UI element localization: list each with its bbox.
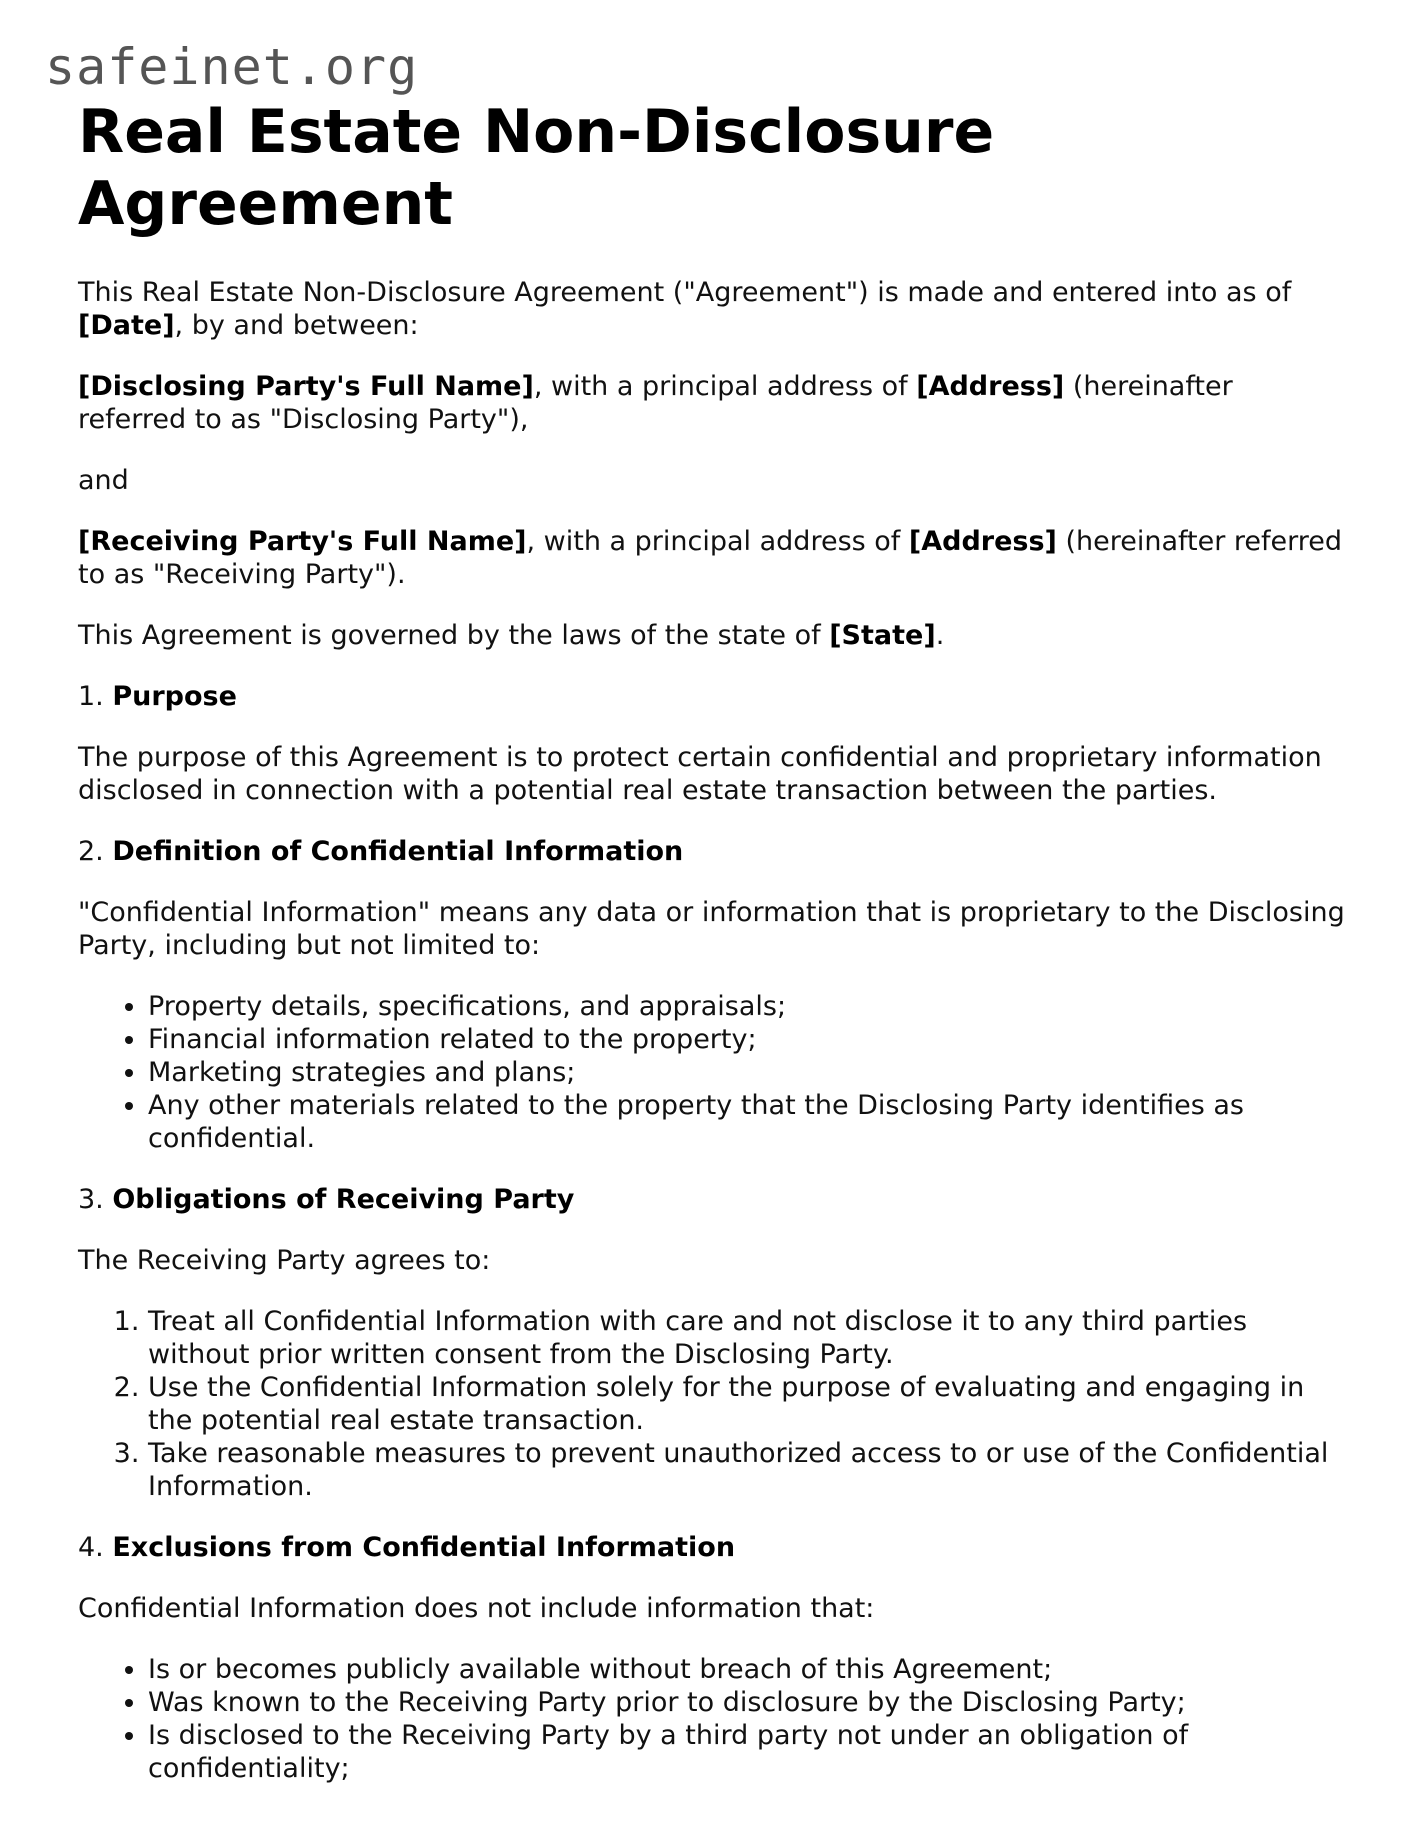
section-number: 4. xyxy=(78,1532,113,1563)
watermark-text: safeinet.org xyxy=(45,38,419,96)
bullet-list xyxy=(78,990,1348,1155)
section-body: "Confidential Information" means any data or information that is proprietary to the Disclosing Party, including but not limited to: xyxy=(78,897,1345,961)
list-item: • Any other materials related to the property that the Disclosing Party identifies as confidential. xyxy=(148,1089,1348,1155)
section-title: Obligations of Receiving Party xyxy=(112,1184,575,1215)
section-heading xyxy=(78,1531,1348,1564)
receiving-party-name: [Receiving Party's Full Name] xyxy=(78,526,527,557)
section-heading xyxy=(78,680,1348,713)
disclosing-party-name: [Disclosing Party's Full Name] xyxy=(78,371,534,402)
bullet-list xyxy=(78,1653,1348,1785)
list-item: 2. Use the Confidential Information solely for the purpose of evaluating and engaging in the potential real estate transaction. xyxy=(148,1371,1348,1437)
section-number: 1. xyxy=(78,681,113,712)
state-placeholder: [State] xyxy=(829,620,936,651)
section-number: 2. xyxy=(78,836,113,867)
receiving-party-text: , with a principal address of xyxy=(526,526,909,557)
disclosing-party-text-end: (hereinafter referred to as "Disclosing Party"), xyxy=(78,371,1233,435)
governing-law-paragraph xyxy=(78,619,1348,652)
intro-paragraph xyxy=(78,276,1348,342)
date-placeholder: [Date] xyxy=(78,310,175,341)
intro-text: This Real Estate Non-Disclosure Agreement ("Agreement") is made and entered into as of xyxy=(78,277,1292,308)
intro-text-end: , by and between: xyxy=(174,310,419,341)
list-item: • Property details, specifications, and appraisals; xyxy=(148,990,1348,1023)
section-title: Exclusions from Confidential Information xyxy=(112,1532,736,1563)
receiving-party-text-end: (hereinafter referred to as "Receiving Party"). xyxy=(78,526,1343,590)
section-body: Confidential Information does not include information that: xyxy=(78,1593,875,1624)
and-paragraph: and xyxy=(78,465,129,496)
list-item: • Marketing strategies and plans; xyxy=(148,1056,1348,1089)
disclosing-party-address: [Address] xyxy=(916,371,1065,402)
list-item: • Is disclosed to the Receiving Party by a third party not under an obligation of confidentiality; xyxy=(148,1719,1348,1785)
section-body: The purpose of this Agreement is to protect certain confidential and proprietary information disclosed in connection with a potential real estate transaction between the parties. xyxy=(78,742,1322,806)
governing-law-text-end: . xyxy=(935,620,945,651)
list-item: 3. Take reasonable measures to prevent unauthorized access to or use of the Confidential Information. xyxy=(148,1437,1348,1503)
list-item: 1. Treat all Confidential Information with care and not disclose it to any third parties without prior written consent from the Disclosing Party. xyxy=(148,1305,1348,1371)
document-title: Real Estate Non-Disclosure Agreement xyxy=(78,97,995,239)
section-heading xyxy=(78,1183,1348,1216)
list-item: • Was known to the Receiving Party prior to disclosure by the Disclosing Party; xyxy=(148,1686,1348,1719)
disclosing-party-text: , with a principal address of xyxy=(533,371,917,402)
receiving-party-paragraph xyxy=(78,525,1348,591)
receiving-party-address: [Address] xyxy=(908,526,1057,557)
section-title: Definition of Confidential Information xyxy=(112,836,684,867)
section-number: 3. xyxy=(78,1184,113,1215)
governing-law-text: This Agreement is governed by the laws of the state of xyxy=(78,620,830,651)
section-body: The Receiving Party agrees to: xyxy=(78,1245,491,1276)
list-item: • Is or becomes publicly available without breach of this Agreement; xyxy=(148,1653,1348,1686)
list-item: • Financial information related to the property; xyxy=(148,1023,1348,1056)
disclosing-party-paragraph xyxy=(78,370,1348,436)
document-body xyxy=(78,96,1348,1813)
section-heading xyxy=(78,835,1348,868)
numbered-list xyxy=(78,1305,1348,1503)
section-title: Purpose xyxy=(112,681,237,712)
